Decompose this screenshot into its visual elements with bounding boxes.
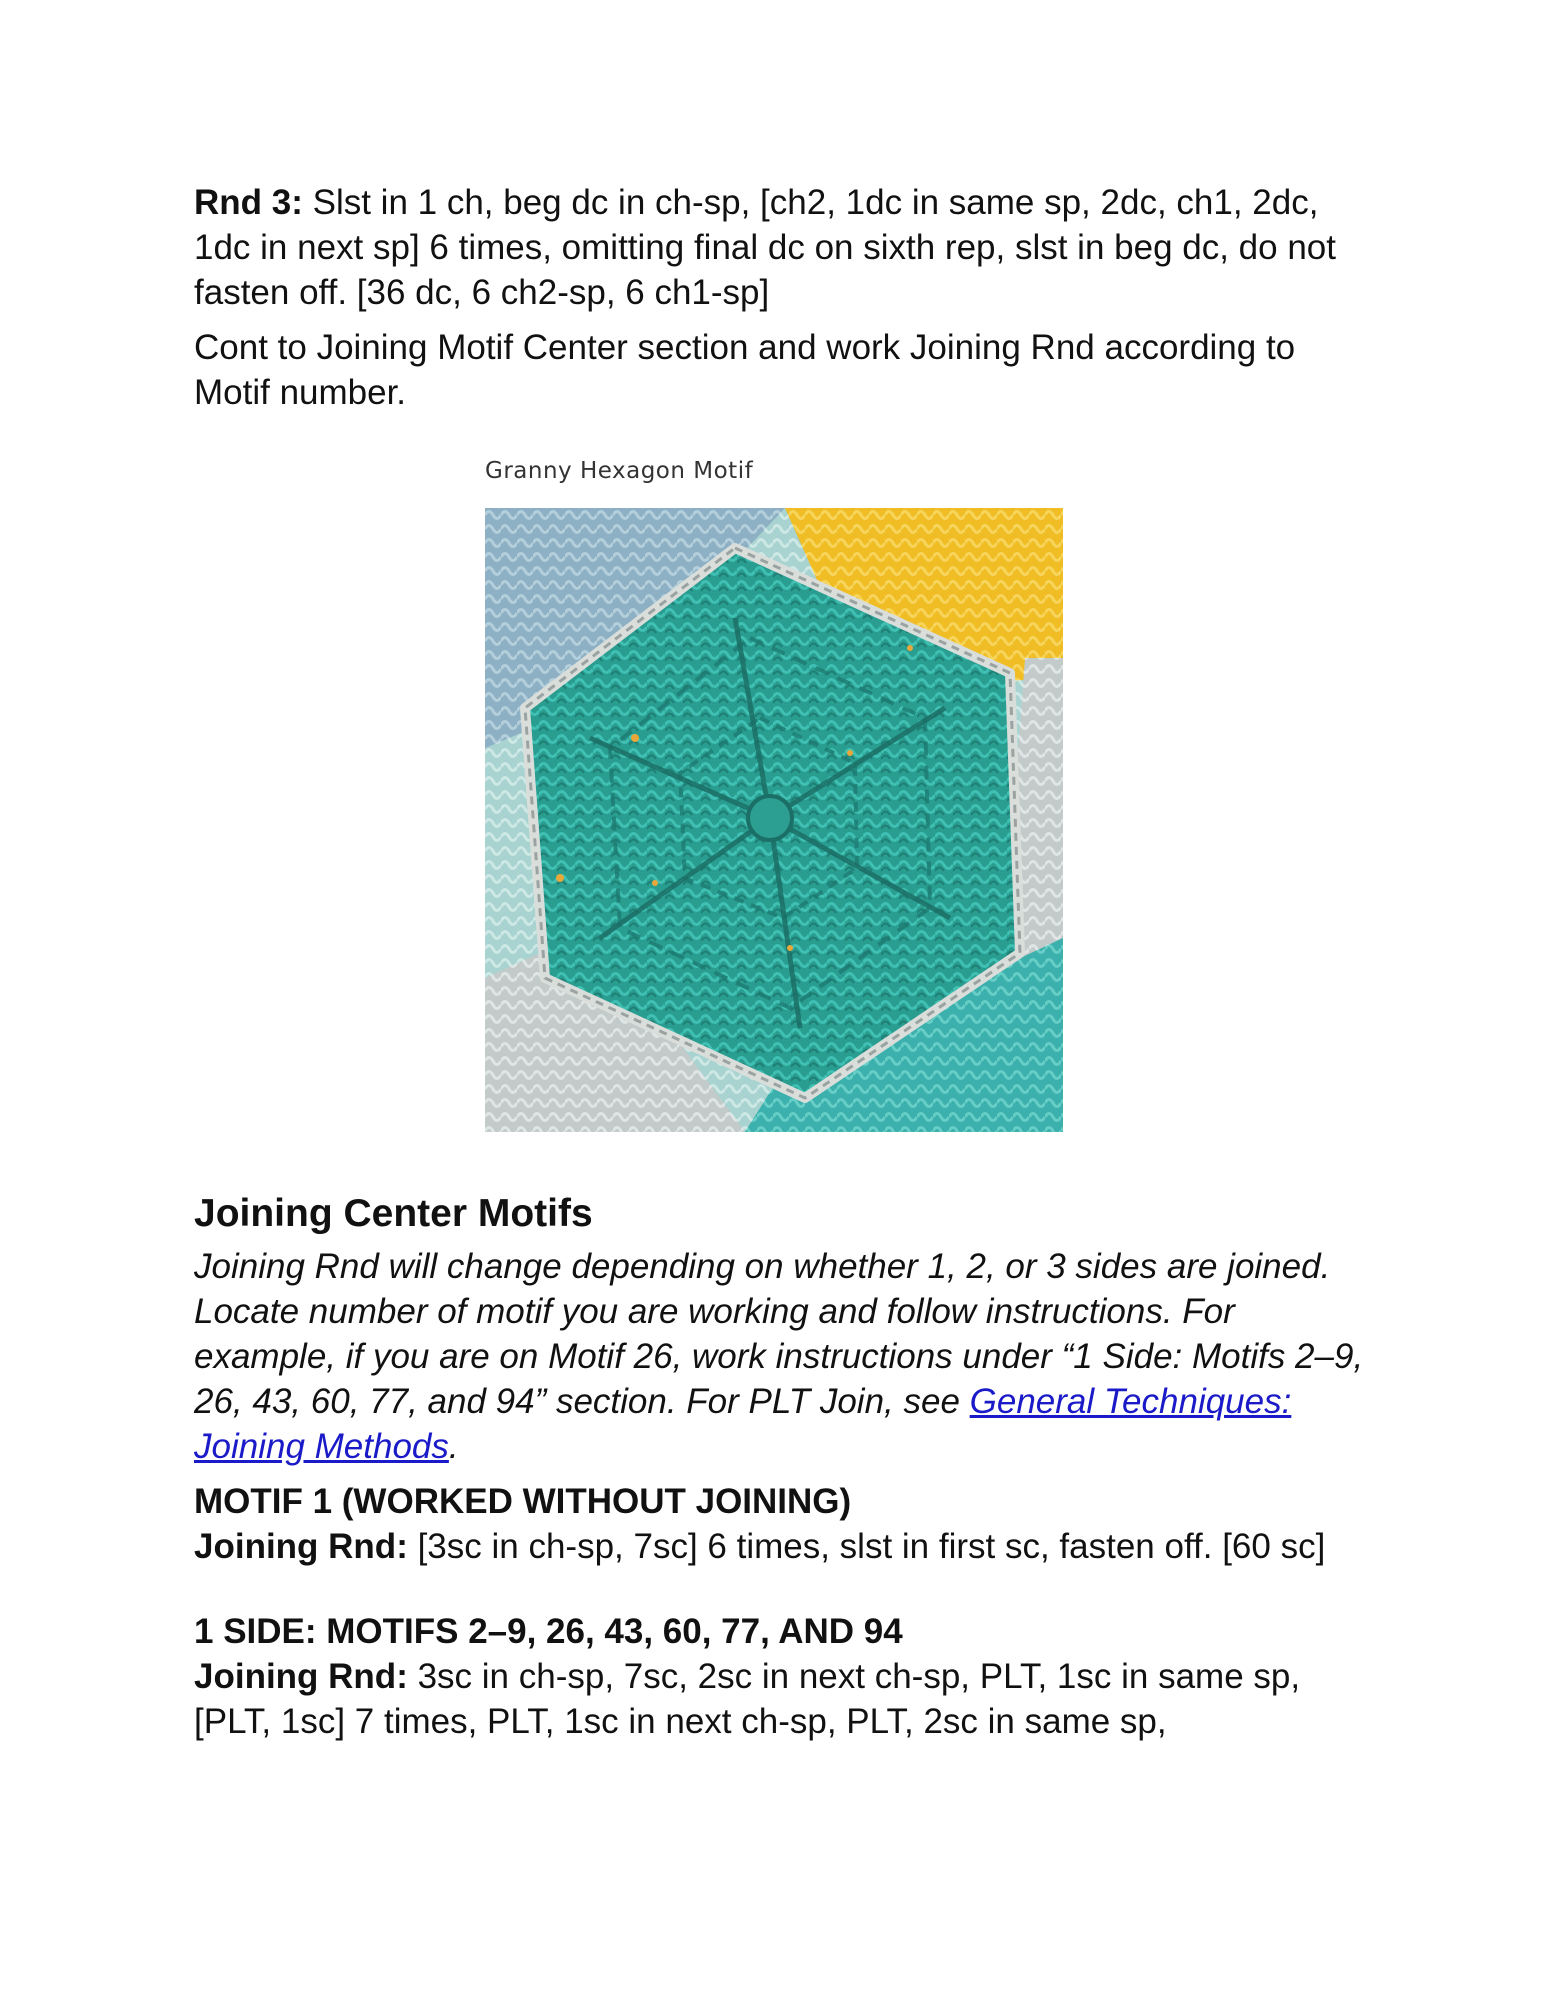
rnd3-paragraph bbox=[194, 180, 1364, 315]
joining-heading: Joining Center Motifs bbox=[194, 1192, 593, 1235]
granny-hexagon-photo bbox=[485, 508, 1063, 1132]
joining-intro-end: . bbox=[448, 1427, 459, 1466]
side1-label: Joining Rnd: bbox=[194, 1657, 408, 1696]
side1-text: 3sc in ch-sp, 7sc, 2sc in next ch-sp, PLT, 1sc in same sp, [PLT, 1sc] 7 times, PLT, 1sc in next ch-sp, PLT, 2sc in same sp, bbox=[194, 1657, 1301, 1741]
spacer bbox=[194, 1569, 1364, 1599]
motif1-text: [3sc in ch-sp, 7sc] 6 times, slst in first sc, fasten off. [60 sc] bbox=[407, 1527, 1326, 1566]
motif1-paragraph bbox=[194, 1524, 1364, 1569]
joining-section bbox=[194, 1188, 1364, 1744]
continue-paragraph: Cont to Joining Motif Center section and work Joining Rnd according to Motif number. bbox=[194, 328, 1296, 412]
motif1-label: Joining Rnd: bbox=[194, 1527, 408, 1566]
rnd3-section bbox=[194, 180, 1364, 415]
side1-heading: 1 SIDE: MOTIFS 2–9, 26, 43, 60, 77, AND 94 bbox=[194, 1612, 903, 1651]
joining-intro bbox=[194, 1244, 1364, 1469]
general-techniques-link[interactable]: General Techniques: Joining Methods bbox=[194, 1382, 1292, 1466]
rnd3-text: Slst in 1 ch, beg dc in ch-sp, [ch2, 1dc in same sp, 2dc, ch1, 2dc, 1dc in next sp] 6 times, omitting final dc on sixth rep, slst in beg dc, do not fasten off. [36 dc, 6 ch2-sp, 6 ch1-sp] bbox=[194, 183, 1336, 312]
motif1-heading: MOTIF 1 (WORKED WITHOUT JOINING) bbox=[194, 1482, 852, 1521]
rnd3-label: Rnd 3: bbox=[194, 183, 303, 222]
motif-figure bbox=[485, 458, 1065, 1132]
side1-paragraph bbox=[194, 1654, 1364, 1744]
figure-caption: Granny Hexagon Motif bbox=[485, 458, 754, 484]
joining-intro-text: Joining Rnd will change depending on whether 1, 2, or 3 sides are joined. Locate number of motif you are working and follow instructions. For example, if you are on Motif 26, work instructions under “1 Side: Motifs 2–9, 26, 43, 60, 77, and 94” section. For PLT Join, see bbox=[194, 1247, 1364, 1421]
